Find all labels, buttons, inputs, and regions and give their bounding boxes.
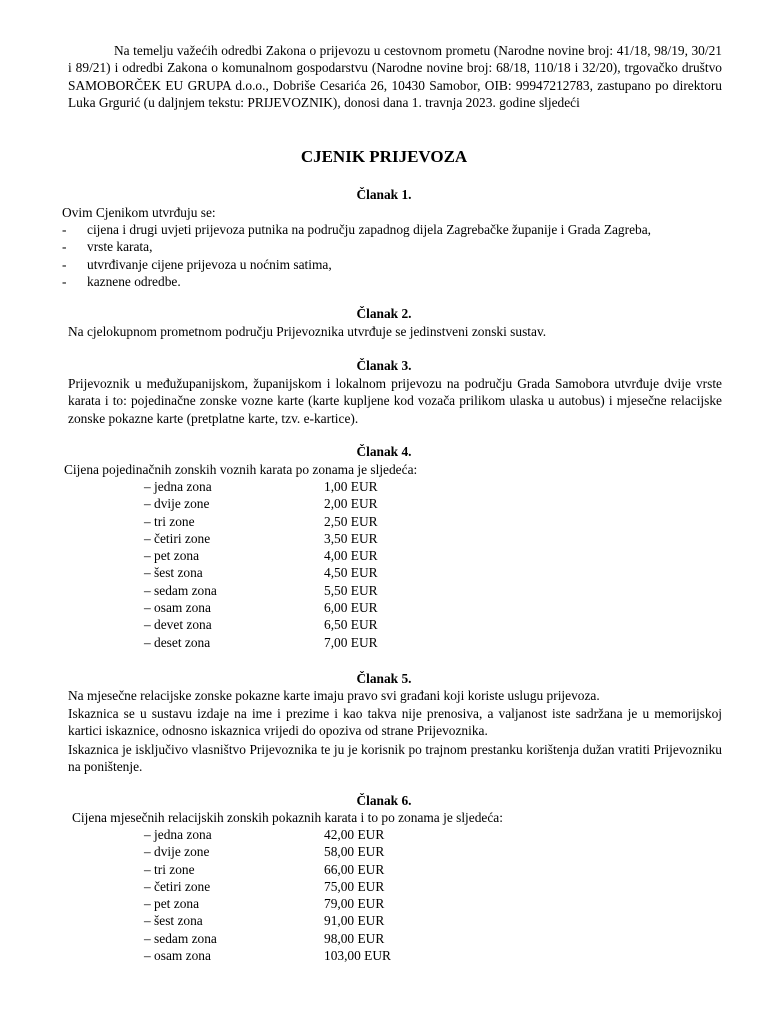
zone-label: – sedam zona (144, 582, 217, 598)
zone-price: 98,00 EUR (324, 930, 385, 946)
price-row (144, 895, 391, 912)
zone-price: 75,00 EUR (324, 878, 385, 894)
article-6-price-table (144, 826, 391, 964)
article-2-heading: Članak 2. (356, 306, 412, 321)
zone-price: 79,00 EUR (324, 896, 385, 912)
article-6-heading: Članak 6. (356, 793, 412, 808)
article-1-list (62, 221, 651, 291)
price-row (144, 495, 378, 512)
list-item (62, 273, 651, 290)
zone-label: – šest zona (144, 565, 203, 581)
price-row (144, 513, 378, 530)
price-row (144, 478, 378, 495)
list-item-text: utvrđivanje cijene prijevoza u noćnim satima, (87, 256, 332, 272)
article-1-heading: Članak 1. (356, 187, 412, 202)
zone-label: – četiri zone (144, 530, 211, 546)
price-row (144, 634, 378, 651)
list-item (62, 238, 651, 255)
document-title: CJENIK PRIJEVOZA (300, 147, 468, 166)
price-row (144, 530, 378, 547)
article-1-lead: Ovim Cjenikom utvrđuju se: (62, 205, 216, 220)
article-6-lead: Cijena mjesečnih relacijskih zonskih pokaznih karata i to po zonama je sljedeća: (72, 810, 503, 825)
article-3-heading: Članak 3. (356, 358, 412, 373)
article-5-heading: Članak 5. (356, 671, 412, 686)
zone-label: – deset zona (144, 634, 211, 650)
list-item (62, 221, 651, 238)
zone-label: – devet zona (144, 617, 212, 633)
zone-label: – tri zone (144, 513, 195, 529)
article-3-text: Prijevoznik u međužupanijskom, županijskom i lokalnom prijevozu na području Grada Samobora utvrđuje dvije vrste karata i to: pojedinačne zonske vozne karte (karte kupljene kod vozača prilikom ulaska u autobus) i mjesečne relacijske zonske pokazne karte (pretplatne karte, tzv. e-kartice). (68, 376, 722, 426)
zone-price: 6,50 EUR (324, 617, 378, 633)
price-row (144, 930, 391, 947)
zone-price: 4,00 EUR (324, 548, 378, 564)
price-row (144, 878, 391, 895)
price-row (144, 912, 391, 929)
price-row (144, 947, 391, 964)
zone-price: 2,50 EUR (324, 513, 378, 529)
intro-text: Na temelju važećih odredbi Zakona o prijevozu u cestovnom prometu (Narodne novine broj: 41/18, 98/19, 30/21 i 89/21) i odredbi Zakona o komunalnom gospodarstvu (Narodne novine broj: 68/18, 110/18 i 32/20), trgovačko društvo SAMOBORČEK EU GRUPA d.o.o., Dobriše Cesarića 26, 10430 Samobor, OIB: 99947212783, zastupano po direktoru Luka Grgurić (u daljnjem tekstu: PRIJEVOZNIK), donosi dana 1. travnja 2023. godine sljedeći (68, 43, 722, 111)
zone-price: 3,50 EUR (324, 530, 378, 546)
price-row (144, 582, 378, 599)
zone-price: 58,00 EUR (324, 844, 385, 860)
list-item (62, 256, 651, 273)
list-item-text: kaznene odredbe. (87, 274, 181, 290)
list-item-text: cijena i drugi uvjeti prijevoza putnika na području zapadnog dijela Zagrebačke županije i Grada Zagreba, (87, 222, 652, 237)
list-dash: - (62, 239, 67, 255)
price-row (144, 564, 378, 581)
zone-label: – jedna zona (144, 827, 212, 842)
zone-price: 2,00 EUR (324, 496, 378, 512)
zone-price: 4,50 EUR (324, 565, 378, 581)
zone-price: 1,00 EUR (324, 479, 378, 494)
zone-label: – osam zona (144, 600, 211, 616)
zone-label: – četiri zone (144, 878, 211, 894)
zone-price: 6,00 EUR (324, 600, 378, 616)
zone-label: – osam zona (144, 948, 211, 964)
price-row (144, 547, 378, 564)
article-5-paragraph-2: Iskaznica se u sustavu izdaje na ime i prezime i kao takva nije prenosiva, a valjanost iste sadržana je u memorijskoj kartici iskaznice, odnosno iskaznica vrijedi do opoziva od strane Prijevoznika. (68, 706, 722, 739)
article-2-text: Na cjelokupnom prometnom području Prijevoznika utvrđuje se jedinstveni zonski sustav. (68, 324, 547, 339)
zone-label: – pet zona (144, 896, 200, 912)
article-4-price-table (144, 478, 378, 651)
zone-price: 91,00 EUR (324, 913, 385, 929)
zone-label: – sedam zona (144, 930, 217, 946)
price-row (144, 599, 378, 616)
price-row (144, 826, 391, 843)
price-row (144, 843, 391, 860)
article-4-lead: Cijena pojedinačnih zonskih voznih karata po zonama je sljedeća: (64, 462, 418, 477)
price-row (144, 616, 378, 633)
price-row (144, 861, 391, 878)
zone-price: 7,00 EUR (324, 634, 378, 650)
list-dash: - (62, 274, 67, 290)
zone-price: 5,50 EUR (324, 582, 378, 598)
zone-label: – dvije zone (144, 844, 210, 860)
list-item-text: vrste karata, (87, 239, 153, 255)
article-5-paragraph-1: Na mjesečne relacijske zonske pokazne karte imaju pravo svi građani koji koriste uslugu prijevoza. (68, 688, 600, 703)
article-4-heading: Članak 4. (356, 444, 412, 459)
zone-label: – pet zona (144, 548, 200, 564)
list-dash: - (62, 256, 67, 272)
zone-price: 42,00 EUR (324, 827, 385, 842)
zone-price: 66,00 EUR (324, 861, 385, 877)
intro-paragraph (68, 42, 722, 112)
article-5-paragraph-3: Iskaznica je isključivo vlasništvo Prijevoznika te ju je korisnik po trajnom prestanku korištenja dužan vratiti Prijevozniku na poništenje. (68, 742, 722, 775)
zone-price: 103,00 EUR (324, 948, 391, 964)
zone-label: – dvije zone (144, 496, 210, 512)
zone-label: – jedna zona (144, 479, 212, 494)
zone-label: – šest zona (144, 913, 203, 929)
list-dash: - (62, 222, 67, 237)
zone-label: – tri zone (144, 861, 195, 877)
